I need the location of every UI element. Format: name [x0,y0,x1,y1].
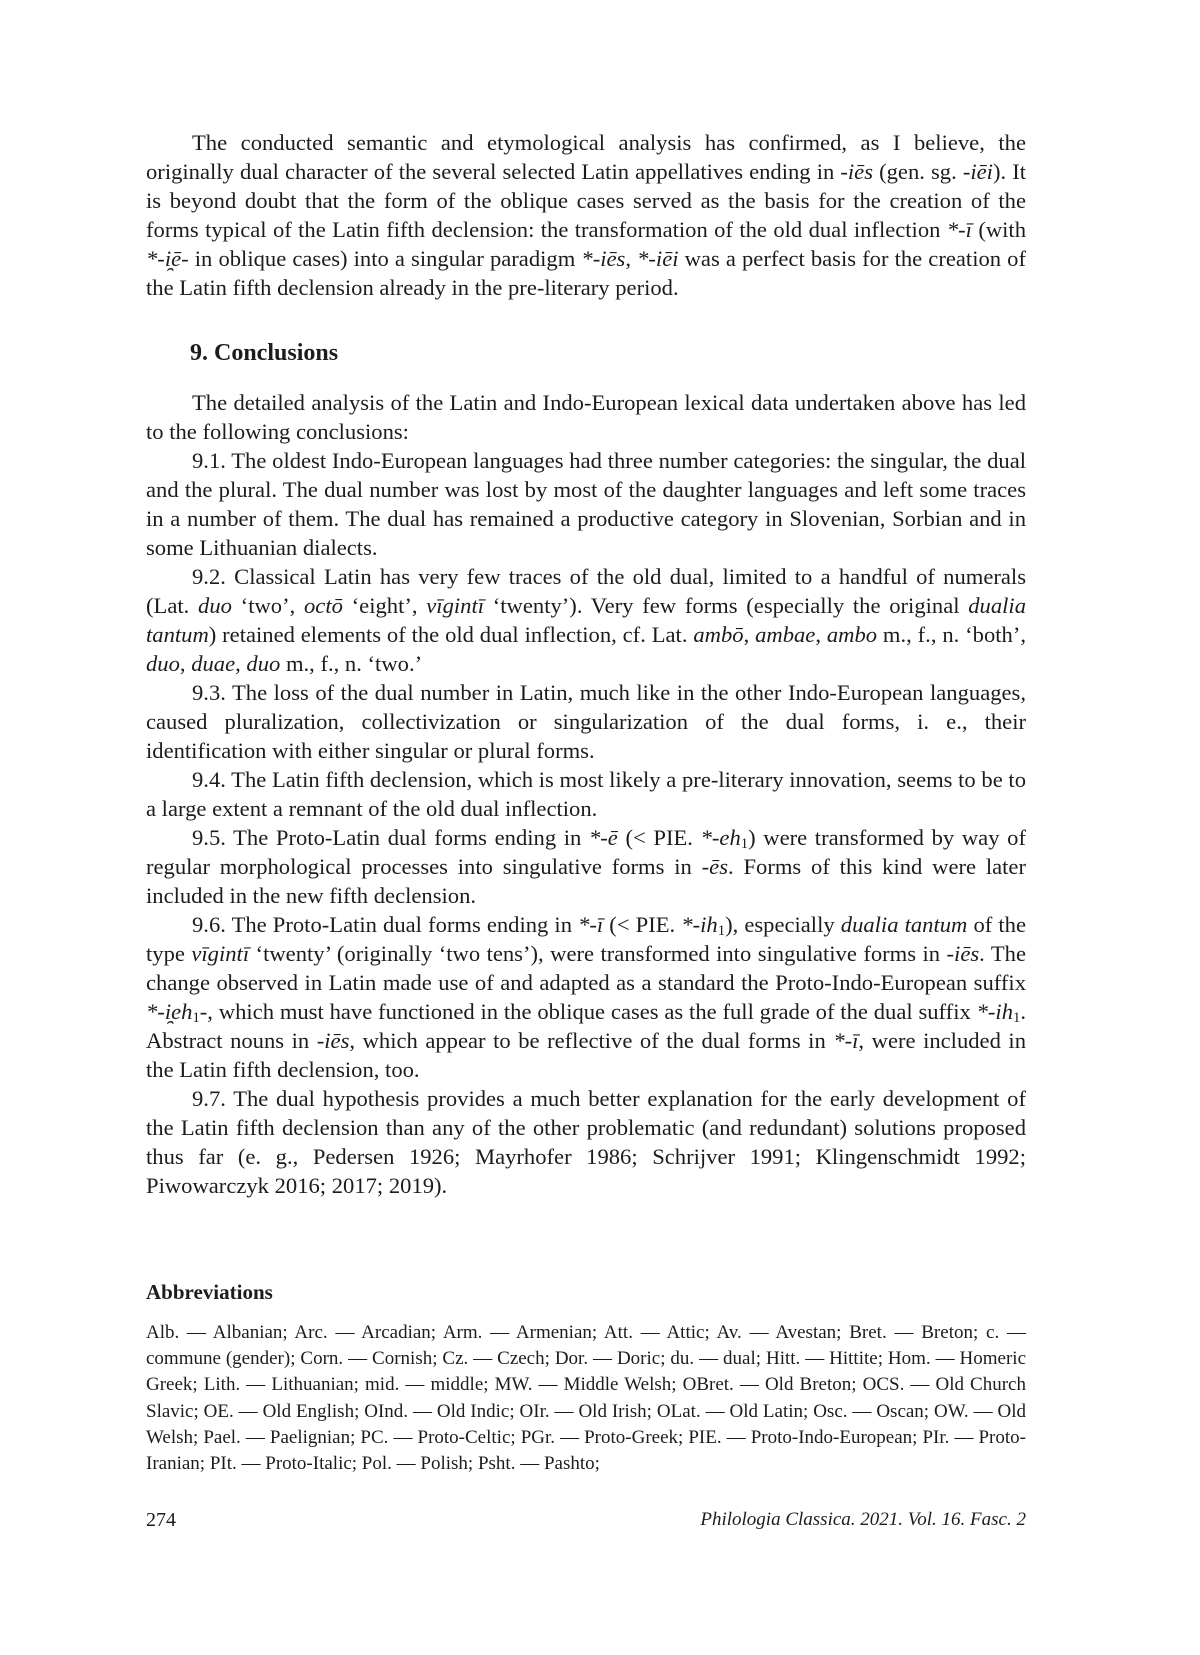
paragraph-conclusions-intro: The detailed analysis of the Latin and Indo-European lexical data undertaken above has led to the following conclusions: [146,390,1026,444]
conclusion-9-7: 9.7. The dual hypothesis provides a much better explanation for the early development of the Latin fifth declension than any of the other problematic (and redundant) solutions proposed thus far (e. g., Pedersen 1926; Mayrhofer 1986; Schrijver 1991; Klingenschmidt 1992; Piwowarczyk 2016; 2017; 2019). [146,1086,1026,1198]
journal-citation: Philologia Classica. 2021. Vol. 16. Fasc. 2 [700,1509,1026,1530]
abbreviations-list: Alb. — Albanian; Arc. — Arcadian; Arm. — Armenian; Att. — Attic; Av. — Avestan; Bret. — Breton; c. — commune (gender); Corn. — Cornish; Cz. — Czech; Dor. — Doric; du. — dual; Hitt. — Hittite; Hom. — Homeric Greek; Lith. — Lithuanian; mid. — middle; MW. — Middle Welsh; OBret. — Old Breton; OCS. — Old Church Slavic; OE. — Old English; OInd. — Old Indic; OIr. — Old Irish; OLat. — Old Latin; Osc. — Oscan; OW. — Old Welsh; Pael. — Paelignian; PC. — Proto-Celtic; PGr. — Proto-Greek; PIE. — Proto-Indo-European; PIr. — Proto-Iranian; PIt. — Proto-Italic; Pol. — Polish; Psht. — Pashto; [146,1322,1026,1475]
page-body [146,128,1026,1477]
paragraph-analysis-summary: The conducted semantic and etymological analysis has confirmed, as I believe, the originally dual character of the several selected Latin appellatives ending in -iēs (gen. sg. -iēi). It is beyond doubt that the form of the oblique cases served as the basis for the creation of the forms typical of the Latin fifth declension: the transformation of the old dual inflection *-ī (with *-i̯ē- in oblique cases) into a singular paradigm *-iēs, *-iēi was a perfect basis for the creation of the Latin fifth declension already in the pre-literary period. [146,130,1027,300]
conclusion-9-4: 9.4. The Latin fifth declension, which is most likely a pre-literary innovation, seems to be to a large extent a remnant of the old dual inflection. [146,767,1026,821]
conclusion-9-6: 9.6. The Proto-Latin dual forms ending in *-ī (< PIE. $*-ih_1$), especially dualia tantum of the type vīgintī ‘twenty’ (originally ‘two tens’), were transformed into singulative forms in -iēs. The change observed in Latin made use of and adapted as a standard the Proto-Indo-European suffix $*-i̯eh_1-$, which must have functioned in the oblique cases as the full grade of the dual suffix $*-ih_1$. Abstract nouns in -iēs, which appear to be reflective of the dual forms in *-ī, were included in the Latin fifth declension, too. [146,912,1026,1082]
section-heading-abbreviations: Abbreviations [146,1280,273,1304]
page-number: 274 [146,1509,176,1531]
section-heading-conclusions: 9. Conclusions [190,340,339,366]
conclusion-9-3: 9.3. The loss of the dual number in Latin, much like in the other Indo-European languages, caused pluralization, collectivization or singularization of the dual forms, i. e., their identification with either singular or plural forms. [146,680,1026,763]
conclusion-9-1: 9.1. The oldest Indo-European languages had three number categories: the singular, the dual and the plural. The dual number was lost by most of the daughter languages and left some traces in a number of them. The dual has remained a productive category in Slovenian, Sorbian and in some Lithuanian dialects. [146,448,1026,560]
conclusion-9-2: 9.2. Classical Latin has very few traces of the old dual, limited to a handful of numerals (Lat. duo ‘two’, octō ‘eight’, vīgintī ‘twenty’). Very few forms (especially the original dualia tantum) retained elements of the old dual inflection, cf. Lat. ambō, ambae, ambo m., f., n. ‘both’, duo, duae, duo m., f., n. ‘two.’ [146,564,1027,676]
conclusion-9-5: 9.5. The Proto-Latin dual forms ending in *-ē (< PIE. $*-eh_1$) were transformed by way of regular morphological processes into singulative forms in -ēs. Forms of this kind were later included in the new fifth declension. [146,825,1026,908]
